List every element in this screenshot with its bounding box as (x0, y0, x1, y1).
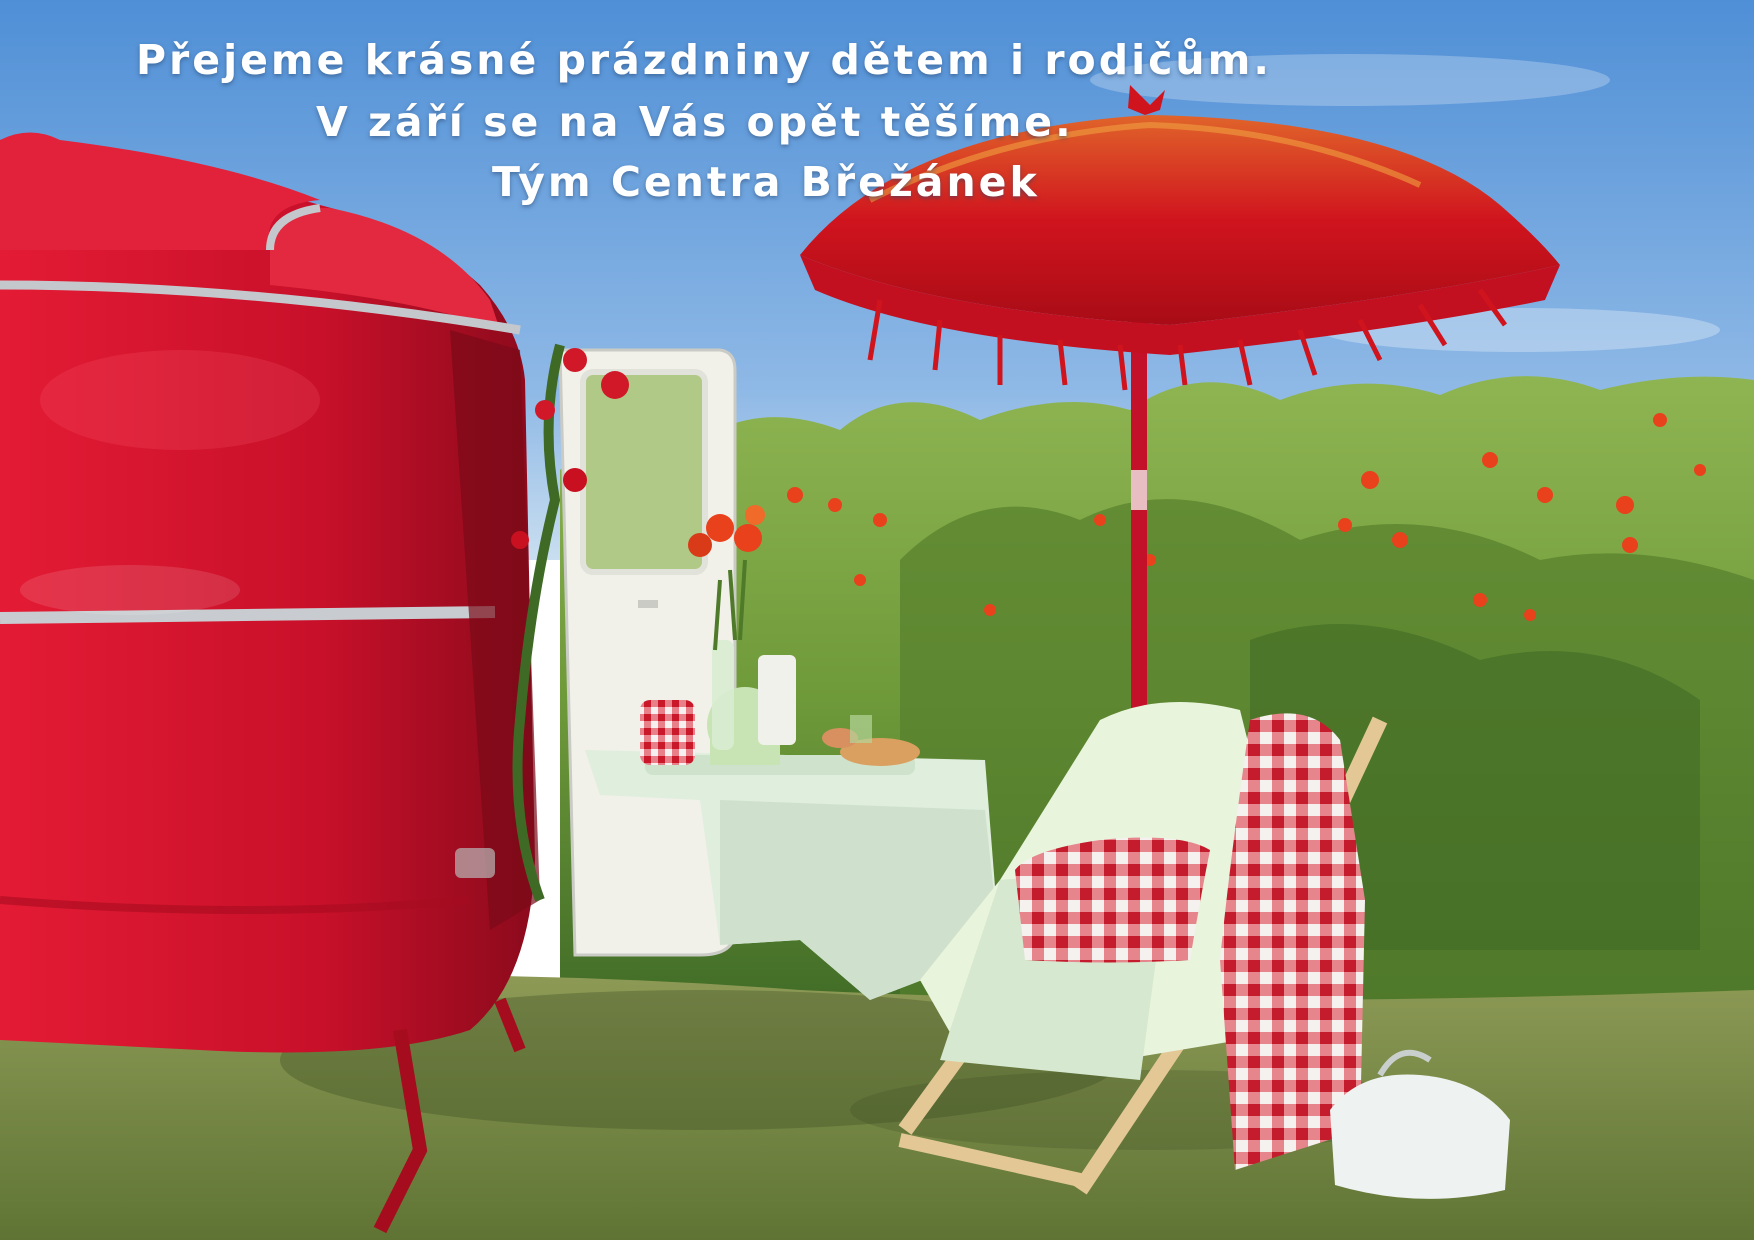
caravan-door (560, 350, 735, 955)
greeting-line-september: V září se na Vás opět těšíme. (316, 98, 1074, 146)
holiday-greeting-text (0, 0, 1754, 240)
greeting-line-holidays: Přejeme krásné prázdniny dětem i rodičům. (136, 36, 1272, 84)
greeting-signature: Tým Centra Břežánek (492, 158, 1040, 206)
